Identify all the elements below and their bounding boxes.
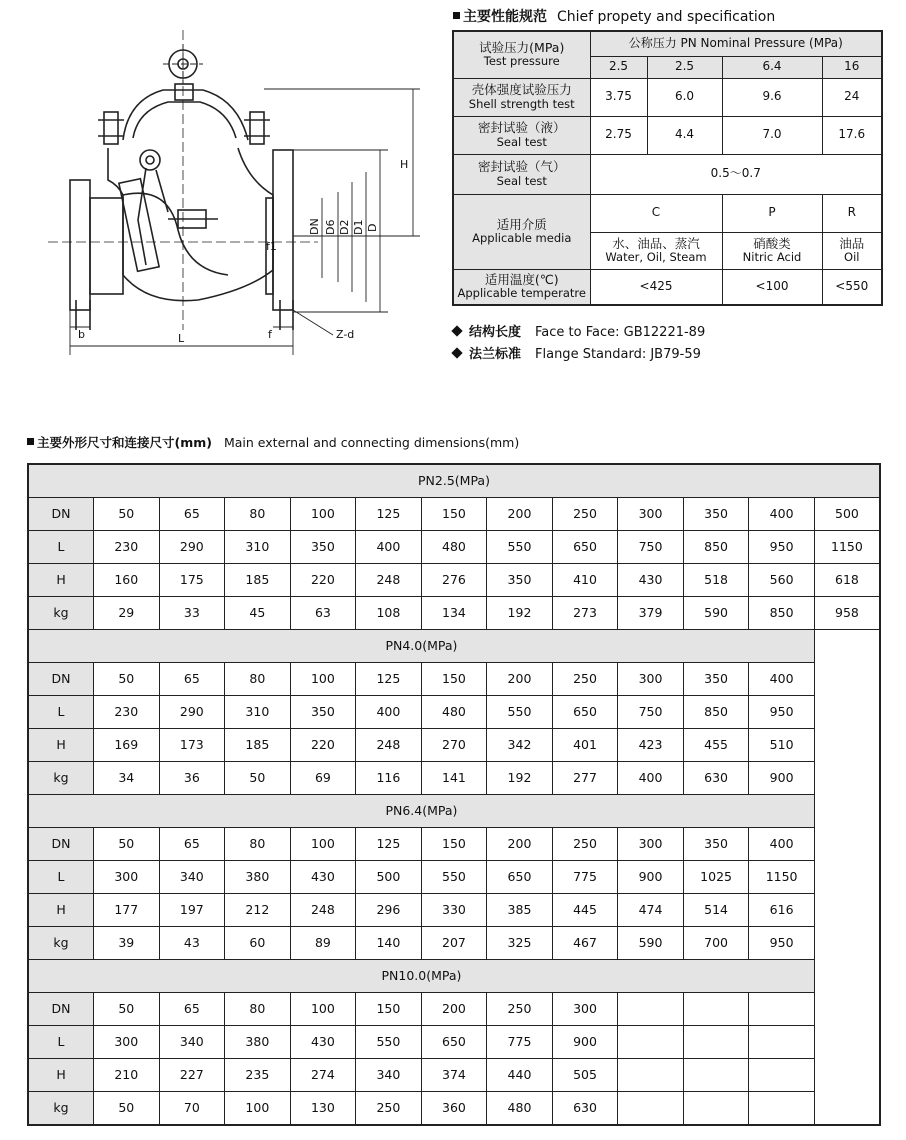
table-cell: 950 xyxy=(749,531,815,564)
table-cell: 514 xyxy=(683,894,749,927)
seal-gas-value: 0.5～0.7 xyxy=(590,154,882,194)
table-cell: 350 xyxy=(683,498,749,531)
table-cell: 50 xyxy=(225,762,291,795)
table-row xyxy=(28,729,880,762)
table-cell: 227 xyxy=(159,1059,225,1092)
table-cell: 212 xyxy=(225,894,291,927)
table-cell: 235 xyxy=(225,1059,291,1092)
row-label: H xyxy=(28,729,94,762)
table-cell: 618 xyxy=(814,564,880,597)
table-cell: 474 xyxy=(618,894,684,927)
row-label: kg xyxy=(28,597,94,630)
table-cell: 116 xyxy=(356,762,422,795)
table-cell: 350 xyxy=(683,828,749,861)
row-label: H xyxy=(28,1059,94,1092)
table-cell: 125 xyxy=(356,663,422,696)
table-row xyxy=(28,564,880,597)
table-row xyxy=(28,993,880,1026)
table-cell: 400 xyxy=(749,828,815,861)
table-row xyxy=(28,531,880,564)
table-cell: 650 xyxy=(552,696,618,729)
temp-value: <100 xyxy=(722,269,822,305)
row-label: DN xyxy=(28,663,94,696)
table-cell: 192 xyxy=(487,597,553,630)
drawing-label-dn: DN xyxy=(308,218,321,235)
table-cell: 50 xyxy=(94,498,160,531)
drawing-label-f1: f1 xyxy=(266,240,277,253)
table-cell: 80 xyxy=(225,498,291,531)
table-row xyxy=(28,861,880,894)
table-cell: 480 xyxy=(421,531,487,564)
table-cell: 70 xyxy=(159,1092,225,1126)
table-cell: 380 xyxy=(225,861,291,894)
table-cell xyxy=(749,993,815,1026)
table-cell xyxy=(749,1026,815,1059)
table-cell: 80 xyxy=(225,663,291,696)
table-cell: 900 xyxy=(552,1026,618,1059)
table-cell: 150 xyxy=(356,993,422,1026)
table-cell: 430 xyxy=(290,1026,356,1059)
table-cell: 700 xyxy=(683,927,749,960)
table-row xyxy=(28,894,880,927)
row-label: DN xyxy=(28,993,94,1026)
table-cell: 330 xyxy=(421,894,487,927)
table-cell: 300 xyxy=(618,663,684,696)
table-cell: 590 xyxy=(683,597,749,630)
table-cell: 950 xyxy=(749,696,815,729)
table-cell: 400 xyxy=(356,531,422,564)
table-cell: 300 xyxy=(618,498,684,531)
row-label: DN xyxy=(28,498,94,531)
table-cell: 100 xyxy=(290,828,356,861)
temp-label: 适用温度(℃) Applicable temperatre xyxy=(453,269,590,305)
table-cell: 518 xyxy=(683,564,749,597)
row-label: kg xyxy=(28,762,94,795)
media-c: 水、油品、蒸汽 Water, Oil, Steam xyxy=(590,232,722,269)
table-cell xyxy=(749,1059,815,1092)
table-cell: 380 xyxy=(225,1026,291,1059)
table-cell: 80 xyxy=(225,828,291,861)
row-label: kg xyxy=(28,927,94,960)
table-cell: 430 xyxy=(618,564,684,597)
table-cell: 69 xyxy=(290,762,356,795)
pressure-block-title: PN6.4(MPa) xyxy=(28,795,814,828)
table-row xyxy=(28,927,880,960)
shell-test-label: 壳体强度试验压力 Shell strength test xyxy=(453,78,590,116)
drawing-label-d1: D1 xyxy=(352,219,365,235)
table-row xyxy=(28,498,880,531)
test-pressure-label: 试验压力(MPa) Test pressure xyxy=(453,31,590,78)
table-cell: 350 xyxy=(683,663,749,696)
table-cell xyxy=(683,1059,749,1092)
table-cell: 50 xyxy=(94,993,160,1026)
table-cell: 230 xyxy=(94,696,160,729)
table-row xyxy=(28,828,880,861)
table-row xyxy=(28,1026,880,1059)
table-cell: 250 xyxy=(487,993,553,1026)
table-cell: 63 xyxy=(290,597,356,630)
table-cell: 1025 xyxy=(683,861,749,894)
table-cell: 160 xyxy=(94,564,160,597)
table-cell: 210 xyxy=(94,1059,160,1092)
nominal-value: 2.5 xyxy=(647,56,722,78)
table-cell: 274 xyxy=(290,1059,356,1092)
table-cell: 248 xyxy=(356,729,422,762)
table-cell: 410 xyxy=(552,564,618,597)
table-cell xyxy=(618,1059,684,1092)
seal-liquid-value: 4.4 xyxy=(647,116,722,154)
pressure-block-title: PN2.5(MPa) xyxy=(28,464,880,498)
table-cell: 33 xyxy=(159,597,225,630)
table-cell: 65 xyxy=(159,993,225,1026)
table-row xyxy=(28,1092,880,1126)
table-cell: 50 xyxy=(94,1092,160,1126)
media-p: 硝酸类 Nitric Acid xyxy=(722,232,822,269)
table-cell: 277 xyxy=(552,762,618,795)
table-cell: 350 xyxy=(487,564,553,597)
table-cell: 250 xyxy=(552,828,618,861)
table-cell: 230 xyxy=(94,531,160,564)
table-cell: 150 xyxy=(421,498,487,531)
table-cell: 616 xyxy=(749,894,815,927)
table-cell: 750 xyxy=(618,696,684,729)
table-cell: 220 xyxy=(290,564,356,597)
table-cell: 1150 xyxy=(749,861,815,894)
table-cell: 300 xyxy=(94,861,160,894)
table-cell: 175 xyxy=(159,564,225,597)
table-cell: 440 xyxy=(487,1059,553,1092)
drawing-label-h: H xyxy=(400,158,409,171)
table-cell: 270 xyxy=(421,729,487,762)
table-cell: 290 xyxy=(159,531,225,564)
table-cell: 400 xyxy=(618,762,684,795)
table-cell: 192 xyxy=(487,762,553,795)
shell-test-value: 6.0 xyxy=(647,78,722,116)
table-cell: 125 xyxy=(356,828,422,861)
table-cell: 100 xyxy=(225,1092,291,1126)
row-label: kg xyxy=(28,1092,94,1126)
table-cell: 310 xyxy=(225,531,291,564)
table-cell: 200 xyxy=(487,498,553,531)
table-cell: 467 xyxy=(552,927,618,960)
table-cell: 480 xyxy=(487,1092,553,1126)
media-r: 油品 Oil xyxy=(822,232,882,269)
nominal-pressure-header: 公称压力 PN Nominal Pressure (MPa) xyxy=(590,31,882,56)
seal-liquid-value: 7.0 xyxy=(722,116,822,154)
table-cell: 65 xyxy=(159,828,225,861)
table-cell: 173 xyxy=(159,729,225,762)
table-cell: 423 xyxy=(618,729,684,762)
drawing-label-l: L xyxy=(178,332,185,345)
table-cell: 630 xyxy=(683,762,749,795)
temp-value: <425 xyxy=(590,269,722,305)
table-cell: 250 xyxy=(552,498,618,531)
seal-gas-label: 密封试验（气） Seal test xyxy=(453,154,590,194)
shell-test-value: 3.75 xyxy=(590,78,647,116)
table-cell: 89 xyxy=(290,927,356,960)
table-cell: 400 xyxy=(749,498,815,531)
table-cell: 630 xyxy=(552,1092,618,1126)
table-cell: 310 xyxy=(225,696,291,729)
table-cell: 430 xyxy=(290,861,356,894)
table-row xyxy=(28,696,880,729)
table-cell: 65 xyxy=(159,498,225,531)
media-label: 适用介质 Applicable media xyxy=(453,194,590,269)
table-cell: 958 xyxy=(814,597,880,630)
table-cell: 650 xyxy=(552,531,618,564)
table-cell: 560 xyxy=(749,564,815,597)
table-cell: 140 xyxy=(356,927,422,960)
table-cell xyxy=(683,1092,749,1126)
table-cell: 325 xyxy=(487,927,553,960)
table-cell: 185 xyxy=(225,564,291,597)
table-cell: 374 xyxy=(421,1059,487,1092)
table-cell: 100 xyxy=(290,498,356,531)
spec-table xyxy=(452,30,883,306)
table-cell: 510 xyxy=(749,729,815,762)
table-cell xyxy=(683,993,749,1026)
nominal-value: 6.4 xyxy=(722,56,822,78)
table-cell: 385 xyxy=(487,894,553,927)
pressure-block-title: PN10.0(MPa) xyxy=(28,960,814,993)
table-cell: 775 xyxy=(487,1026,553,1059)
table-cell: 100 xyxy=(290,663,356,696)
table-cell: 300 xyxy=(618,828,684,861)
table-cell: 900 xyxy=(749,762,815,795)
media-code: C xyxy=(590,194,722,232)
drawing-label-b: b xyxy=(78,328,85,341)
media-code: R xyxy=(822,194,882,232)
row-label: DN xyxy=(28,828,94,861)
row-label: L xyxy=(28,861,94,894)
table-cell: 401 xyxy=(552,729,618,762)
table-cell: 650 xyxy=(421,1026,487,1059)
table-cell: 50 xyxy=(94,828,160,861)
table-cell: 296 xyxy=(356,894,422,927)
shell-test-value: 9.6 xyxy=(722,78,822,116)
seal-liquid-label: 密封试验（液） Seal test xyxy=(453,116,590,154)
table-cell: 248 xyxy=(356,564,422,597)
table-cell: 290 xyxy=(159,696,225,729)
table-cell: 340 xyxy=(159,861,225,894)
table-row xyxy=(28,597,880,630)
table-cell: 36 xyxy=(159,762,225,795)
table-cell: 43 xyxy=(159,927,225,960)
table-cell: 850 xyxy=(749,597,815,630)
row-label: L xyxy=(28,696,94,729)
table-cell: 130 xyxy=(290,1092,356,1126)
dims-section-title: 主要外形尺寸和连接尺寸(mm) Main external and connecting dimensions(mm) xyxy=(27,433,519,451)
spec-section-title: 主要性能规范 Chief propety and specification xyxy=(453,6,775,26)
table-cell: 248 xyxy=(290,894,356,927)
table-cell: 500 xyxy=(356,861,422,894)
drawing-label-d6: D6 xyxy=(324,219,337,235)
table-cell: 185 xyxy=(225,729,291,762)
table-cell xyxy=(683,1026,749,1059)
table-cell: 850 xyxy=(683,531,749,564)
drawing-label-d: D xyxy=(366,223,379,232)
table-cell: 150 xyxy=(421,828,487,861)
table-cell: 1150 xyxy=(814,531,880,564)
table-cell: 200 xyxy=(421,993,487,1026)
table-cell: 850 xyxy=(683,696,749,729)
table-cell xyxy=(618,1026,684,1059)
table-cell: 45 xyxy=(225,597,291,630)
row-label: H xyxy=(28,564,94,597)
table-row xyxy=(28,663,880,696)
table-cell: 340 xyxy=(356,1059,422,1092)
table-cell: 80 xyxy=(225,993,291,1026)
pressure-block-title: PN4.0(MPa) xyxy=(28,630,814,663)
dimensions-table xyxy=(27,463,881,1126)
table-cell: 108 xyxy=(356,597,422,630)
row-label: H xyxy=(28,894,94,927)
drawing-label-z-d: Z-d xyxy=(336,328,355,341)
table-cell: 134 xyxy=(421,597,487,630)
table-cell: 400 xyxy=(356,696,422,729)
table-cell: 200 xyxy=(487,828,553,861)
seal-liquid-value: 2.75 xyxy=(590,116,647,154)
face-to-face-note: 结构长度 Face to Face: GB12221-89 xyxy=(453,321,705,340)
table-cell: 550 xyxy=(487,696,553,729)
table-cell: 505 xyxy=(552,1059,618,1092)
table-cell: 340 xyxy=(159,1026,225,1059)
table-cell xyxy=(618,1092,684,1126)
table-cell: 200 xyxy=(487,663,553,696)
table-cell: 34 xyxy=(94,762,160,795)
table-cell: 250 xyxy=(552,663,618,696)
table-cell: 220 xyxy=(290,729,356,762)
table-cell: 197 xyxy=(159,894,225,927)
drawing-label-d2: D2 xyxy=(338,219,351,235)
table-cell: 550 xyxy=(487,531,553,564)
table-cell xyxy=(618,993,684,1026)
table-cell: 775 xyxy=(552,861,618,894)
temp-value: <550 xyxy=(822,269,882,305)
row-label: L xyxy=(28,531,94,564)
square-bullet-icon xyxy=(27,438,34,445)
table-cell: 50 xyxy=(94,663,160,696)
nominal-value: 2.5 xyxy=(590,56,647,78)
table-cell: 480 xyxy=(421,696,487,729)
table-cell: 590 xyxy=(618,927,684,960)
table-cell: 276 xyxy=(421,564,487,597)
table-cell: 300 xyxy=(94,1026,160,1059)
table-cell: 29 xyxy=(94,597,160,630)
table-cell: 445 xyxy=(552,894,618,927)
table-row xyxy=(28,1059,880,1092)
table-cell: 125 xyxy=(356,498,422,531)
table-cell: 400 xyxy=(749,663,815,696)
table-cell: 360 xyxy=(421,1092,487,1126)
table-cell: 950 xyxy=(749,927,815,960)
shell-test-value: 24 xyxy=(822,78,882,116)
table-cell: 177 xyxy=(94,894,160,927)
seal-liquid-value: 17.6 xyxy=(822,116,882,154)
table-cell: 550 xyxy=(421,861,487,894)
table-cell: 273 xyxy=(552,597,618,630)
table-cell: 169 xyxy=(94,729,160,762)
flange-standard-note: 法兰标准 Flange Standard: JB79-59 xyxy=(453,343,701,362)
table-cell: 500 xyxy=(814,498,880,531)
square-bullet-icon xyxy=(453,12,460,19)
table-cell: 750 xyxy=(618,531,684,564)
media-code: P xyxy=(722,194,822,232)
table-cell: 39 xyxy=(94,927,160,960)
table-cell: 650 xyxy=(487,861,553,894)
table-cell: 141 xyxy=(421,762,487,795)
nominal-value: 16 xyxy=(822,56,882,78)
table-cell: 455 xyxy=(683,729,749,762)
row-label: L xyxy=(28,1026,94,1059)
table-cell: 379 xyxy=(618,597,684,630)
table-cell: 300 xyxy=(552,993,618,1026)
table-cell: 350 xyxy=(290,696,356,729)
table-cell: 250 xyxy=(356,1092,422,1126)
table-cell: 150 xyxy=(421,663,487,696)
table-cell: 60 xyxy=(225,927,291,960)
drawing-label-f: f xyxy=(268,328,272,341)
valve-cross-section-drawing xyxy=(28,20,433,375)
table-cell: 550 xyxy=(356,1026,422,1059)
table-cell: 207 xyxy=(421,927,487,960)
table-cell: 900 xyxy=(618,861,684,894)
table-cell: 100 xyxy=(290,993,356,1026)
diamond-bullet-icon xyxy=(451,325,462,336)
diamond-bullet-icon xyxy=(451,347,462,358)
table-cell: 342 xyxy=(487,729,553,762)
table-cell: 65 xyxy=(159,663,225,696)
table-row xyxy=(28,762,880,795)
table-cell: 350 xyxy=(290,531,356,564)
table-cell xyxy=(749,1092,815,1126)
